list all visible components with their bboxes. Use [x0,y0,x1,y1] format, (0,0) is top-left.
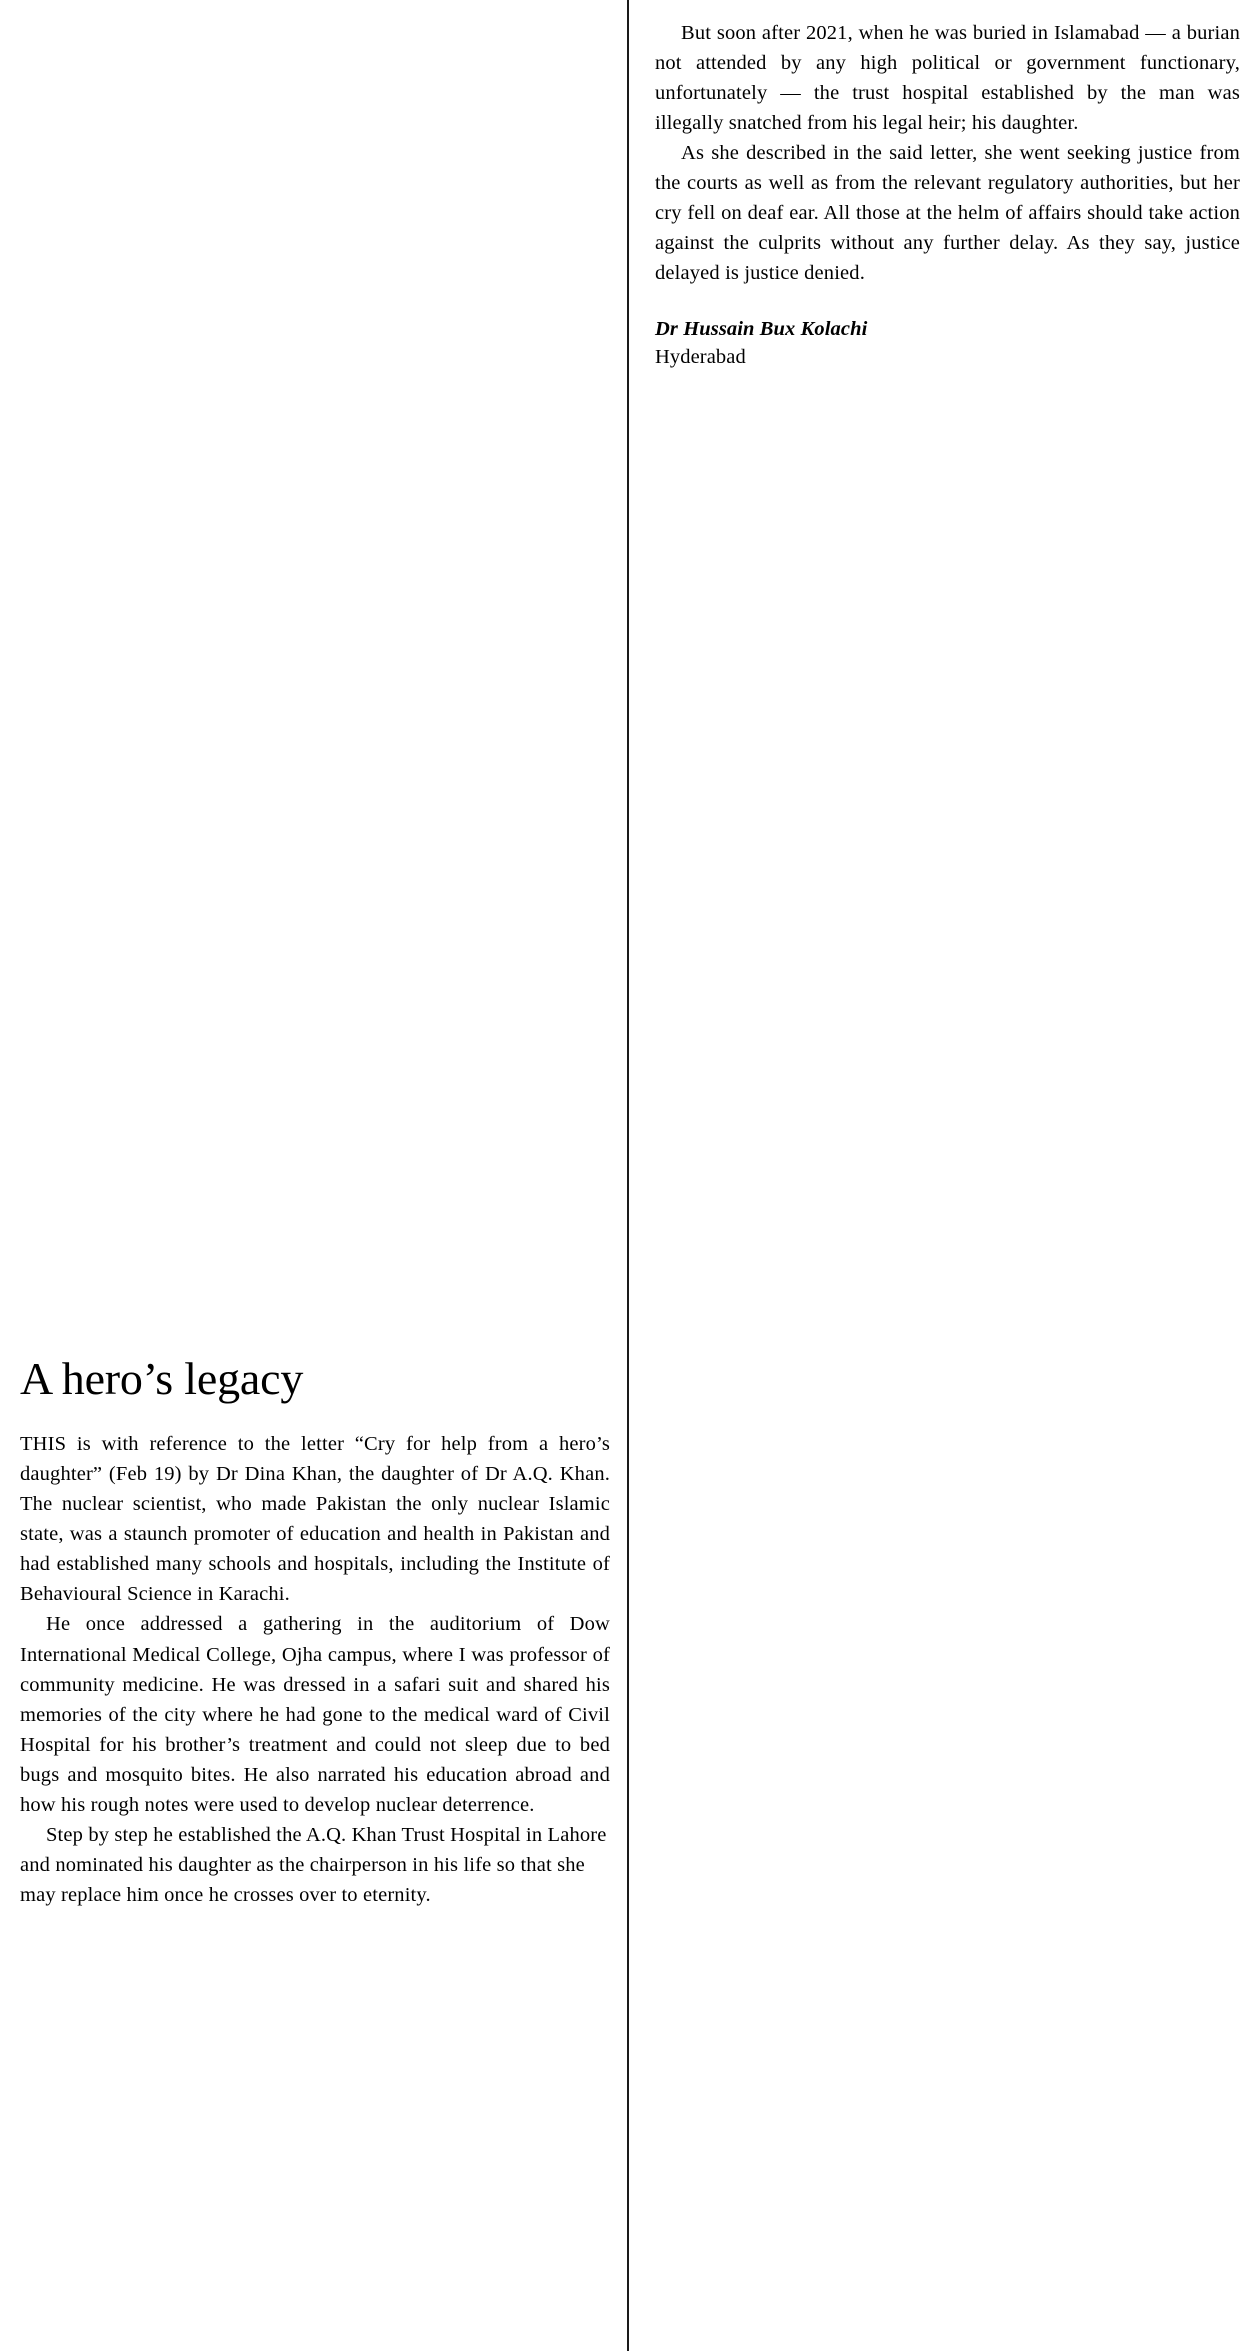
left-column-paragraph: Step by step he established the A.Q. Khan Trust Hospital in Lahore and nominated his daughter as the chairperson in his life so that she may replace him once he crosses over to eternity. [20,1823,607,1906]
letter-signature [655,316,1240,371]
article-headline: A hero’s legacy [20,1353,304,1404]
left-column-paragraph: THIS is with reference to the letter “Cry for help from a hero’s daughter” (Feb 19) by Dr Dina Khan, the daughter of Dr A.Q. Khan. The nuclear scientist, who made Pakistan the only nuclear Islamic state, was a staunch promoter of education and health in Pakistan and had established many schools and hospitals, including the Institute of Behavioural Science in Karachi. [20,1433,610,1606]
right-column-paragraph: But soon after 2021, when he was buried in Islamabad — a burian not attended by any high political or government functionary, unfortunately — the trust hospital established by the man was illegally snatched from his legal heir; his daughter. [655,22,1240,135]
left-column-paragraph: He once addressed a gathering in the auditorium of Dow International Medical College, Ojha campus, where I was professor of community medicine. He was dressed in a safari suit and shared his memories of the city where he had gone to the medical ward of Civil Hospital for his brother’s treatment and could not sleep due to bed bugs and mosquito bites. He also narrated his education abroad and how his rough notes were used to develop nuclear deterrence. [20,1613,610,1816]
left-column [20,1355,610,1910]
signature-city: Hyderabad [655,345,746,368]
right-column-paragraph: As she described in the said letter, she went seeking justice from the courts as well as from the relevant regulatory authorities, but her cry fell on deaf ear. All those at the helm of affairs should take action against the culprits without any further delay. As they say, justice delayed is justice denied. [655,142,1240,285]
column-divider [627,0,629,2351]
right-column [655,18,1240,372]
signature-author-name: Dr Hussain Bux Kolachi [655,318,868,341]
